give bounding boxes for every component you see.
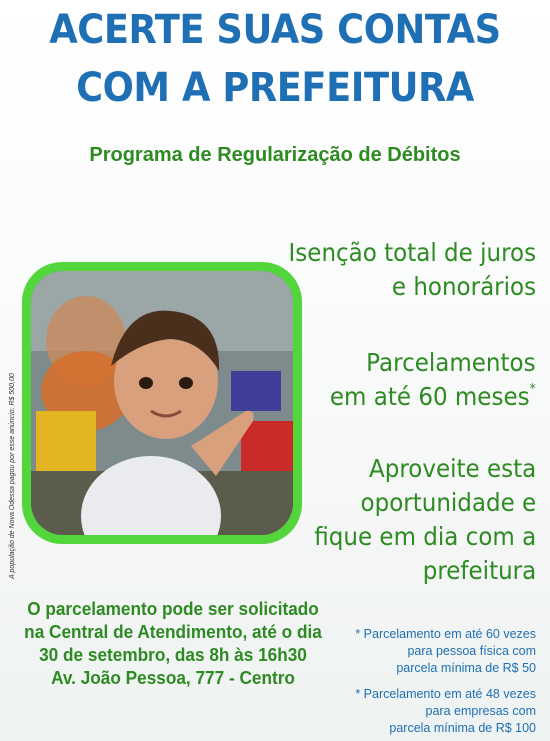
benefit-installments — [330, 346, 536, 414]
footnote-companies — [355, 686, 536, 737]
benefit-text: oportunidade e — [360, 488, 536, 517]
ad-cost-credit: A população de Nova Odessa pagou por esse anúncio: R$ 500,00 — [9, 373, 16, 579]
note-line: * Parcelamento em até 60 vezes — [355, 627, 536, 641]
benefit-text: Parcelamentos — [366, 348, 536, 377]
address-line: Av. João Pessoa, 777 - Centro — [51, 667, 295, 688]
note-line: * Parcelamento em até 48 vezes — [355, 687, 536, 701]
benefit-text: em até 60 meses — [330, 382, 531, 411]
note-line: parcela mínima de R$ 50 — [396, 661, 536, 675]
note-line: para empresas com — [425, 704, 536, 718]
benefit-opportunity — [314, 452, 536, 588]
child-photo — [31, 271, 293, 535]
headline-line-1: ACERTE SUAS CONTAS — [49, 7, 501, 53]
footnote-marker: * — [530, 382, 536, 397]
child-illustration — [31, 271, 293, 535]
info-line: O parcelamento pode ser solicitado — [27, 598, 319, 619]
program-subtitle: Programa de Regularização de Débitos — [89, 144, 461, 166]
benefit-text: fique em dia com a — [314, 522, 536, 551]
note-line: para pessoa física com — [407, 644, 536, 658]
info-line: 30 de setembro, das 8h às 16h30 — [39, 644, 307, 665]
benefit-text: e honorários — [391, 272, 536, 301]
photo-frame — [22, 262, 302, 544]
benefit-text: Aproveite esta — [368, 454, 536, 483]
benefit-interest-exemption — [288, 236, 536, 304]
footnote-individuals — [355, 626, 536, 677]
benefit-text: Isenção total de juros — [288, 238, 536, 267]
benefit-text: prefeitura — [422, 556, 536, 585]
service-info — [20, 597, 327, 689]
note-line: parcela mínima de R$ 100 — [389, 721, 536, 735]
headline-line-2: COM A PREFEITURA — [76, 65, 474, 111]
info-line: na Central de Atendimento, até o dia — [24, 621, 322, 642]
